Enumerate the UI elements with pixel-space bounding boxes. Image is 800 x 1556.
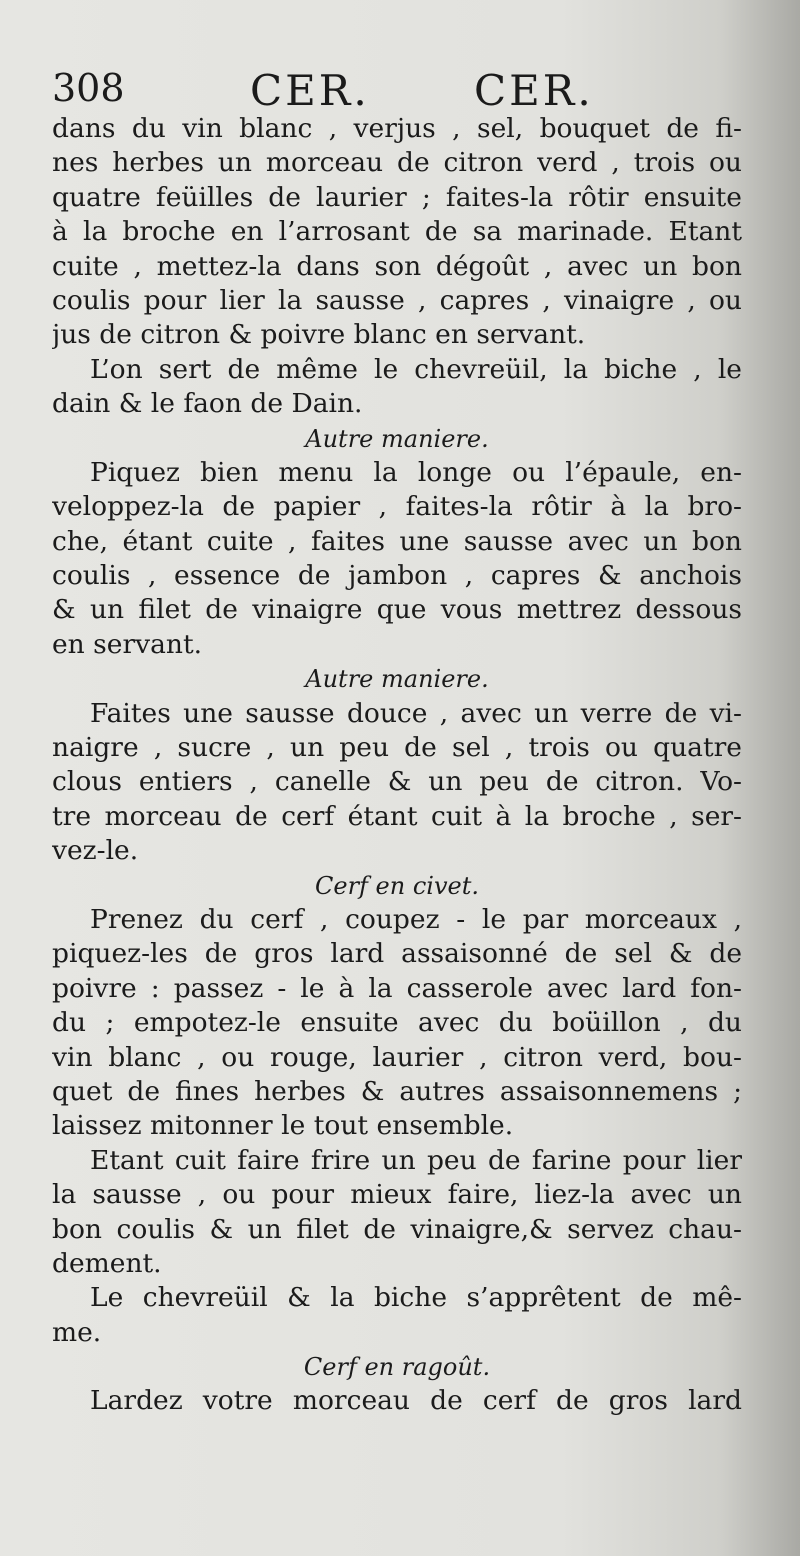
text-line: vez-le. xyxy=(52,835,139,867)
text-line: Le chevreüil & la biche s’apprêtent de mê- xyxy=(90,1282,742,1314)
text-line: la sausse , ou pour mieux faire, liez-la avec un xyxy=(52,1179,742,1211)
text-line: cuite , mettez-la dans son dégoût , avec un bon xyxy=(52,250,742,282)
text-line: en servant. xyxy=(52,628,203,660)
text-line: Prenez du cerf , coupez - le par morceaux , xyxy=(90,903,742,935)
text-line: bon coulis & un filet de vinaigre,& servez chau- xyxy=(52,1213,742,1245)
header-left: CER. xyxy=(250,66,370,115)
text-line: à la broche en l’arrosant de sa marinade. Etant xyxy=(52,216,742,248)
page-number: 308 xyxy=(52,66,125,110)
text-line: me. xyxy=(52,1316,102,1348)
text-line: & un filet de vinaigre que vous mettrez dessous xyxy=(52,594,742,626)
text-line: quet de fines herbes & autres assaisonnemens ; xyxy=(52,1075,742,1107)
text-line: vin blanc , ou rouge, laurier , citron verd, bou- xyxy=(52,1041,742,1073)
text-line: Piquez bien menu la longe ou l’épaule, en- xyxy=(90,456,742,488)
text-line: clous entiers , canelle & un peu de citron. Vo- xyxy=(52,766,742,798)
section-heading: Autre maniere. xyxy=(305,424,489,453)
text-line: quatre feüilles de laurier ; faites-la rôtir ensuite xyxy=(52,181,742,213)
section-heading: Cerf en ragoût. xyxy=(303,1353,491,1382)
running-header xyxy=(44,66,784,115)
section-heading: Autre maniere. xyxy=(305,665,489,694)
text-line: coulis pour lier la sausse , capres , vinaigre , ou xyxy=(52,284,742,316)
text-line: dement. xyxy=(52,1247,162,1279)
text-line: Faites une sausse douce , avec un verre de vi- xyxy=(90,697,742,729)
text-body xyxy=(52,112,742,1419)
text-line: naigre , sucre , un peu de sel , trois ou quatre xyxy=(52,732,742,764)
text-line: piquez-les de gros lard assaisonné de sel & de xyxy=(52,938,742,970)
text-line: tre morceau de cerf étant cuit à la broche , ser- xyxy=(52,800,742,832)
header-right: CER. xyxy=(474,66,594,115)
text-line: dain & le faon de Dain. xyxy=(52,388,363,420)
section-heading: Cerf en civet. xyxy=(315,871,479,900)
text-line: laissez mitonner le tout ensemble. xyxy=(52,1110,514,1142)
text-line: nes herbes un morceau de citron verd , trois ou xyxy=(52,147,742,179)
text-line: Etant cuit faire frire un peu de farine pour lier xyxy=(90,1144,742,1176)
text-line: L’on sert de même le chevreüil, la biche , le xyxy=(90,353,742,385)
text-line: Lardez votre morceau de cerf de gros lard xyxy=(90,1385,742,1417)
text-line: coulis , essence de jambon , capres & anchois xyxy=(52,560,742,592)
text-line: che, étant cuite , faites une sausse avec un bon xyxy=(52,525,742,557)
text-line: dans du vin blanc , verjus , sel, bouquet de fi- xyxy=(52,113,742,144)
text-line: veloppez-la de papier , faites-la rôtir à la bro- xyxy=(52,491,742,523)
text-line: jus de citron & poivre blanc en servant. xyxy=(52,319,586,351)
text-line: poivre : passez - le à la casserole avec lard fon- xyxy=(52,972,742,1004)
text-line: du ; empotez-le ensuite avec du boüillon , du xyxy=(52,1007,742,1039)
